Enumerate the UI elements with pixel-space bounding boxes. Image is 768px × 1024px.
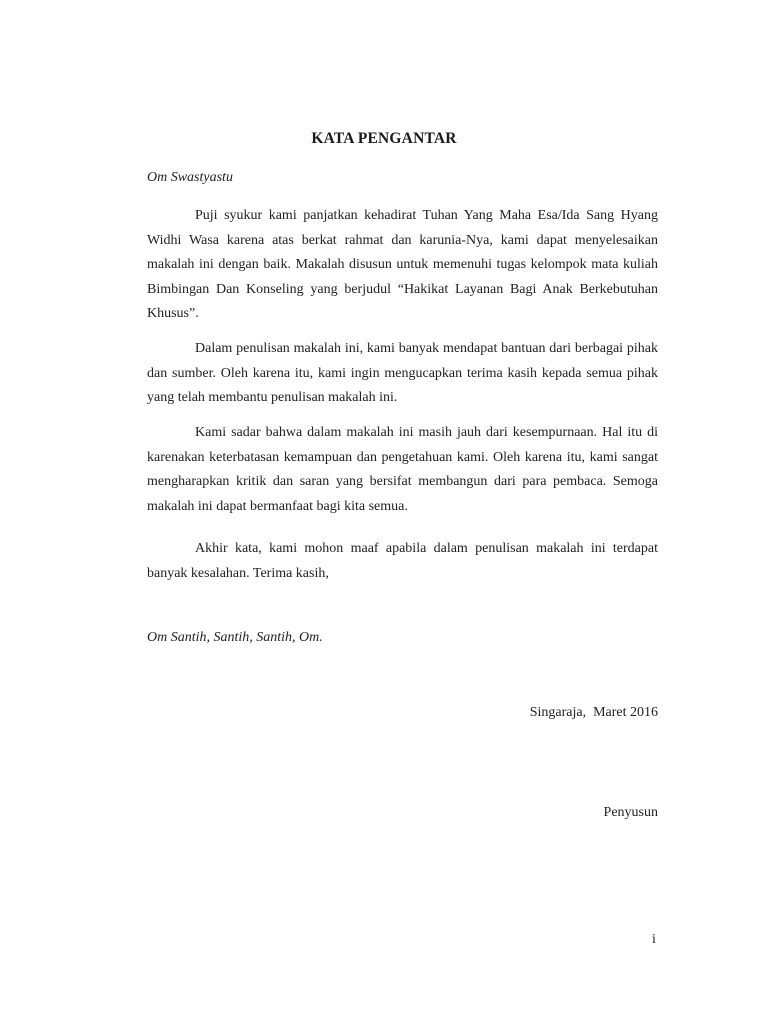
paragraph-2: Dalam penulisan makalah ini, kami banyak mendapat bantuan dari berbagai pihak dan sumber. Oleh karena itu, kami ingin mengucapkan terima kasih kepada semua pihak yang telah membantu penulisan makalah ini. bbox=[147, 341, 658, 405]
paragraph-3: Kami sadar bahwa dalam makalah ini masih jauh dari kesempurnaan. Hal itu di karenakan keterbatasan kemampuan dan pengetahuan kami. Oleh karena itu, kami sangat mengharapkan kritik dan saran yang bersifat membangun dari para pembaca. Semoga makalah ini dapat bermanfaat bagi kita semua. bbox=[147, 425, 658, 514]
paragraph-1: Puji syukur kami panjatkan kehadirat Tuhan Yang Maha Esa/Ida Sang Hyang Widhi Wasa karena atas berkat rahmat dan karunia-Nya, kami dapat menyelesaikan makalah ini dengan baik. Makalah disusun untuk memenuhi tugas kelompok mata kuliah Bimbingan Dan Konseling yang berjudul “Hakikat Layanan Bagi Anak Berkebutuhan Khusus”. bbox=[147, 208, 658, 321]
author-label: Penyusun bbox=[603, 805, 658, 820]
page-number: i bbox=[652, 932, 656, 947]
closing-salutation: Om Santih, Santih, Santih, Om. bbox=[147, 630, 323, 645]
place-date: Singaraja, Maret 2016 bbox=[529, 705, 658, 720]
paragraph-4: Akhir kata, kami mohon maaf apabila dalam penulisan makalah ini terdapat banyak kesalahan. Terima kasih, bbox=[147, 541, 658, 581]
greeting: Om Swastyastu bbox=[147, 170, 233, 185]
page-title: KATA PENGANTAR bbox=[311, 130, 457, 147]
